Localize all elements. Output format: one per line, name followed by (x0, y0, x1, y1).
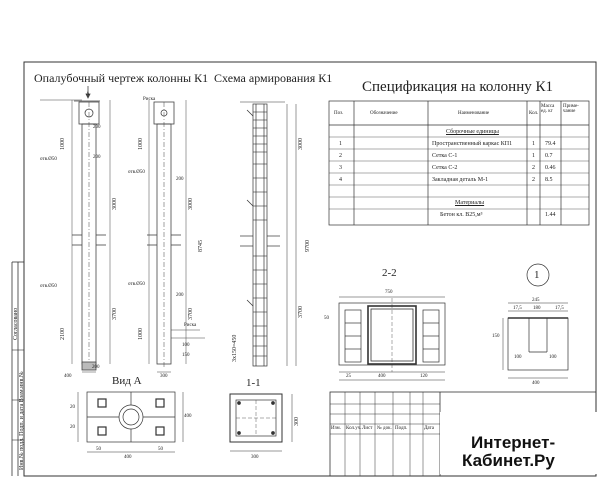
hole-label-c: отв.Ø50 (128, 170, 145, 175)
spec-header-pos: Поз. (334, 111, 344, 116)
dim-2100-a: 2100 (60, 328, 66, 340)
spec-header-mass: Масса ед. кг (541, 104, 555, 114)
dim-1000-c: 1000 (138, 328, 144, 340)
stamp-col-1: Изм. (331, 426, 341, 431)
spec-row-4-mass: 8.5 (545, 177, 553, 183)
spec-row-4-qty: 2 (532, 177, 535, 183)
stamp-col-6: Дата (424, 426, 434, 431)
view-a-heading: Вид А (112, 375, 142, 387)
dim-17-5-b: 17,5 (555, 306, 564, 311)
spec-header-designation: Обозначение (370, 111, 398, 116)
dim-400-b: 400 (378, 374, 386, 379)
dim-8745: 8745 (198, 240, 204, 252)
spec-row-1-pos: 1 (339, 141, 342, 147)
spec-row-1-mass: 79.4 (545, 141, 556, 147)
spec-header-name: Наименование (458, 111, 490, 116)
hole-label-b: отв.Ø50 (40, 284, 57, 289)
dim-150-a: 150 (182, 353, 190, 358)
dim-17-5-a: 17,5 (513, 306, 522, 311)
dim-20-b: 20 (70, 425, 75, 430)
hole-label-d: отв.Ø50 (128, 282, 145, 287)
watermark-line-2: Кабинет.Ру (462, 451, 555, 470)
dim-9700: 9700 (305, 240, 311, 252)
dim-150-b: 150 (492, 334, 500, 339)
formwork-heading: Опалубочный чертеж колонны К1 (34, 71, 209, 85)
spec-row-3-name: Сетка С-2 (432, 165, 458, 171)
stamp-col-5: Подп. (395, 426, 408, 431)
stamp-col-2: Кол.уч. (346, 426, 362, 431)
spec-heading: Спецификация на колонну К1 (362, 79, 553, 95)
dim-3000-b: 3000 (188, 198, 194, 210)
spec-table (329, 101, 589, 225)
spec-group-assembly: Сборочные единицы (446, 129, 499, 135)
section-2-2-heading: 2-2 (382, 267, 397, 279)
dim-1000-a: 1000 (60, 138, 66, 150)
spec-row-2-name: Сетка С-1 (432, 153, 458, 159)
dim-3700-a: 3700 (112, 308, 118, 320)
spec-header-qty: Кол. (529, 111, 539, 116)
dim-50-a: 50 (96, 447, 101, 452)
column-reinforcement (240, 102, 296, 366)
node-1 (503, 264, 568, 378)
spec-row-2-mass: 0.7 (545, 153, 553, 159)
spec-row-4-pos: 4 (339, 177, 342, 183)
dim-20-a: 20 (70, 405, 75, 410)
spec-header-note: Приме- чание (563, 104, 579, 114)
spec-row-2-qty: 1 (532, 153, 535, 159)
watermark-line-1: Интернет- (471, 433, 556, 452)
dim-300-b: 300 (251, 455, 259, 460)
spec-row-3-qty: 2 (532, 165, 535, 171)
dim-180: 180 (533, 306, 541, 311)
dim-300-c: 300 (294, 417, 300, 426)
section-1-1-heading: 1-1 (246, 377, 261, 389)
dim-245: 245 (532, 298, 540, 303)
dim-3000-a: 3000 (112, 198, 118, 210)
view-a (78, 392, 183, 452)
dim-50-b: 50 (158, 447, 163, 452)
section-2-2 (339, 297, 445, 380)
dim-100-b: 100 (514, 355, 522, 360)
dim-400-e: 400 (124, 455, 132, 460)
dim-4-label: 50 (324, 316, 329, 321)
spec-row-1-qty: 1 (532, 141, 535, 147)
dim-400-c: 400 (532, 381, 540, 386)
dim-200-c: 200 (92, 365, 100, 370)
dim-400-a: 400 (64, 374, 72, 379)
column-formwork-side (147, 100, 205, 372)
node-1-label: 1 (534, 269, 540, 281)
side-label-approved: Согласовано (13, 307, 19, 340)
dim-400-d: 400 (184, 414, 192, 419)
dim-100-a: 100 (182, 343, 190, 348)
dim-300-a: 300 (160, 374, 168, 379)
dim-3700-c: 3700 (298, 306, 304, 318)
stirrups (253, 112, 267, 356)
spec-row-3-pos: 3 (339, 165, 342, 171)
spec-row-1-name: Пространственный каркас КП1 (432, 141, 513, 147)
section-1-1 (230, 394, 292, 451)
spec-row-2-pos: 2 (339, 153, 342, 159)
hole-label-a: отв.Ø50 (40, 157, 57, 162)
dim-200-d: 200 (176, 177, 184, 182)
stamp-col-3: Лист (362, 426, 373, 431)
dim-200-a: 200 (93, 125, 101, 130)
reinforcement-heading: Схема армирования К1 (214, 71, 333, 85)
dim-1000-b: 1000 (138, 138, 144, 150)
risk-label-a: Риска (143, 97, 156, 102)
spec-material-value: 1.44 (545, 212, 556, 218)
side-label-archive: Инв.№ подл. Подп. и дата Взам.инв.№ (19, 371, 25, 470)
mark-a: А (86, 92, 90, 97)
dim-750: 750 (385, 290, 393, 295)
risk-label-b: Риска (184, 323, 197, 328)
dim-200-e: 200 (176, 293, 184, 298)
stamp-col-4: № док. (377, 426, 392, 431)
dim-3700-b: 3700 (188, 308, 194, 320)
spec-material-name: Бетон кл. В25,м³ (440, 212, 483, 218)
stirrup-step: 3x150=450 (232, 334, 238, 362)
spec-row-4-name: Закладная деталь М-1 (432, 177, 489, 183)
spec-group-materials: Материалы (455, 200, 485, 206)
dim-120: 120 (420, 374, 428, 379)
spec-row-3-mass: 0.46 (545, 165, 556, 171)
dim-3000-c: 3000 (298, 138, 304, 150)
dim-25: 25 (346, 374, 351, 379)
dim-100-c: 100 (549, 355, 557, 360)
dim-200-b: 200 (93, 155, 101, 160)
